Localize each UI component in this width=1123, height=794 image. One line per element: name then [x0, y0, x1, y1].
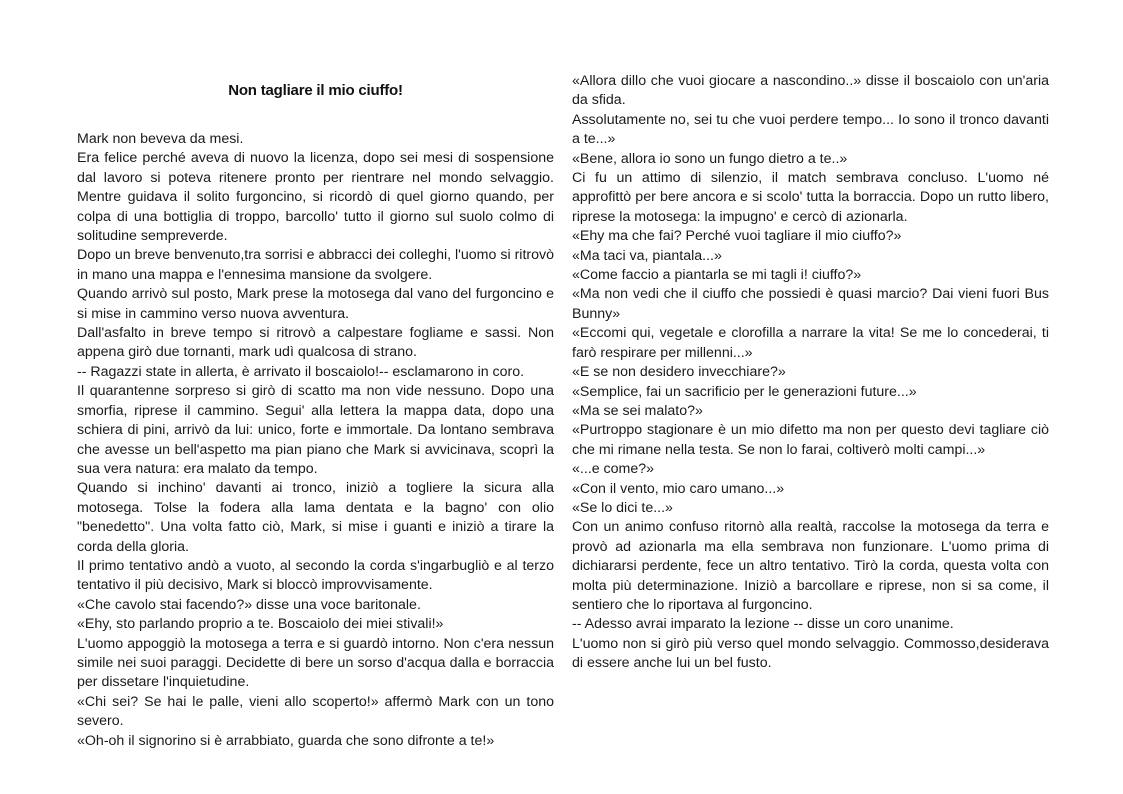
- paragraph: «E se non desidero invecchiare?»: [572, 364, 786, 381]
- paragraph: «Semplice, fai un sacrificio per le generazioni future...»: [572, 383, 917, 400]
- paragraph: «Bene, allora io sono un fungo dietro a te..»: [572, 150, 848, 167]
- paragraph: Era felice perché aveva di nuovo la licenza, dopo sei mesi di sospensione dal lavoro si poteva ritenere pronto per rientrare nel mondo selvaggio. Mentre guidava il solito furgoncino, si ricordò di quel giorno quando, per colpa di una bottiglia di troppo, barcollo' tutto il giorno sul suolo colmo di solitudine sempreverde.: [77, 150, 554, 245]
- paragraph: «...e come?»: [572, 461, 655, 478]
- paragraph: «Se lo dici te...»: [572, 499, 673, 516]
- paragraph: Quando arrivò sul posto, Mark prese la motosega dal vano del furgoncino e si mise in cammino verso nuova avventura.: [77, 286, 554, 322]
- paragraph: «Oh-oh il signorino si è arrabbiato, guarda che sono difronte a te!»: [77, 732, 495, 749]
- paragraph: Dopo un breve benvenuto,tra sorrisi e abbracci dei colleghi, l'uomo si ritrovò in mano una mappa e l'ennesima mansione da svolgere.: [77, 247, 554, 283]
- paragraph: «Purtroppo stagionare è un mio difetto ma non per questo devi tagliare ciò che mi rimane nella testa. Se non lo farai, coltiverò molti campi...»: [572, 422, 1049, 458]
- story-title: Non tagliare il mio ciuffo!: [228, 82, 403, 100]
- paragraph: «Chi sei? Se hai le palle, vieni allo scoperto!» affermò Mark con un tono severo.: [77, 693, 554, 730]
- right-column: [572, 72, 1049, 674]
- paragraph: -- Ragazzi state in allerta, è arrivato il boscaiolo!-- esclamarono in coro.: [77, 363, 525, 380]
- paragraph: -- Adesso avrai imparato la lezione -- disse un coro unanime.: [572, 616, 954, 633]
- paragraph: Il quarantenne sorpreso si girò di scatto ma non vide nessuno. Dopo una smorfia, riprese il cammino. Segui' alla lettera la mappa data, dopo una schiera di pini, arrivò da lui: unico, forte e immortale. Da lontano sembrava che avesse un bell'aspetto ma pian piano che Mark si avvicinava, scoprì la sua vera natura: era malato da tempo.: [77, 383, 554, 477]
- paragraph: L'uomo non si girò più verso quel mondo selvaggio. Commosso,desiderava di essere anche lui un bel fusto.: [572, 635, 1049, 672]
- paragraph: «Ehy ma che fai? Perché vuoi tagliare il mio ciuffo?»: [572, 228, 902, 245]
- paragraph: Con un animo confuso ritornò alla realtà, raccolse la motosega da terra e provò ad azionarla ma ella sembrava non funzionare. L'uomo prima di dichiararsi perdente, fece un altro tentativo. Tirò la corda, questa volta con molta più determinazione. Iniziò a barcollare e riprese, non si sa come, il sentiero che lo riportava al furgoncino.: [572, 519, 1049, 613]
- paragraph: «Con il vento, mio caro umano...»: [572, 480, 785, 497]
- paragraph: Dall'asfalto in breve tempo si ritrovò a calpestare fogliame e sassi. Non appena girò due tornanti, mark udì qualcosa di strano.: [77, 325, 554, 361]
- left-column: [77, 130, 554, 751]
- paragraph: «Ma taci va, piantala...»: [572, 247, 722, 264]
- paragraph: «Che cavolo stai facendo?» disse una voce baritonale.: [77, 596, 421, 613]
- paragraph: «Ehy, sto parlando proprio a te. Boscaiolo dei miei stivali!»: [77, 616, 444, 633]
- paragraph: «Come faccio a piantarla se mi tagli i! ciuffo?»: [572, 267, 862, 284]
- paragraph: «Ma non vedi che il ciuffo che possiedi è quasi marcio? Dai vieni fuori Bus Bunny»: [572, 286, 1049, 322]
- paragraph: «Eccomi qui, vegetale e clorofilla a narrare la vita! Se me lo concederai, ti farò respirare per millenni...»: [572, 325, 1049, 361]
- paragraph: Quando si inchino' davanti ai tronco, iniziò a togliere la sicura alla motosega. Tolse la fodera alla lama dentata e la bagno' con olio "benedetto". Una volta fatto ciò, Mark, si mise i guanti e iniziò a tirare la corda della gloria.: [77, 480, 554, 555]
- paragraph: «Allora dillo che vuoi giocare a nascondino..» disse il boscaiolo con un'aria da sfida.: [572, 73, 1049, 109]
- paragraph: Ci fu un attimo di silenzio, il match sembrava concluso. L'uomo né approfittò per bere ancora e si scolo' tutta la borraccia. Dopo un rutto libero, riprese la motosega: la impugno' e cercò di azionarla.: [572, 170, 1049, 225]
- paragraph: L'uomo appoggiò la motosega a terra e si guardò intorno. Non c'era nessun simile nei suoi paraggi. Decidette di bere un sorso d'acqua dalla e borraccia per dissetare l'inquietudine.: [77, 635, 554, 691]
- paragraph: «Ma se sei malato?»: [572, 402, 703, 419]
- paragraph: Il primo tentativo andò a vuoto, al secondo la corda s'ingarbugliò e al terzo tentativo il più decisivo, Mark si bloccò improvvisamente.: [77, 557, 554, 594]
- paragraph: Assolutamente no, sei tu che vuoi perdere tempo... Io sono il tronco davanti a te...»: [572, 111, 1049, 148]
- paragraph: Mark non beveva da mesi.: [77, 131, 244, 147]
